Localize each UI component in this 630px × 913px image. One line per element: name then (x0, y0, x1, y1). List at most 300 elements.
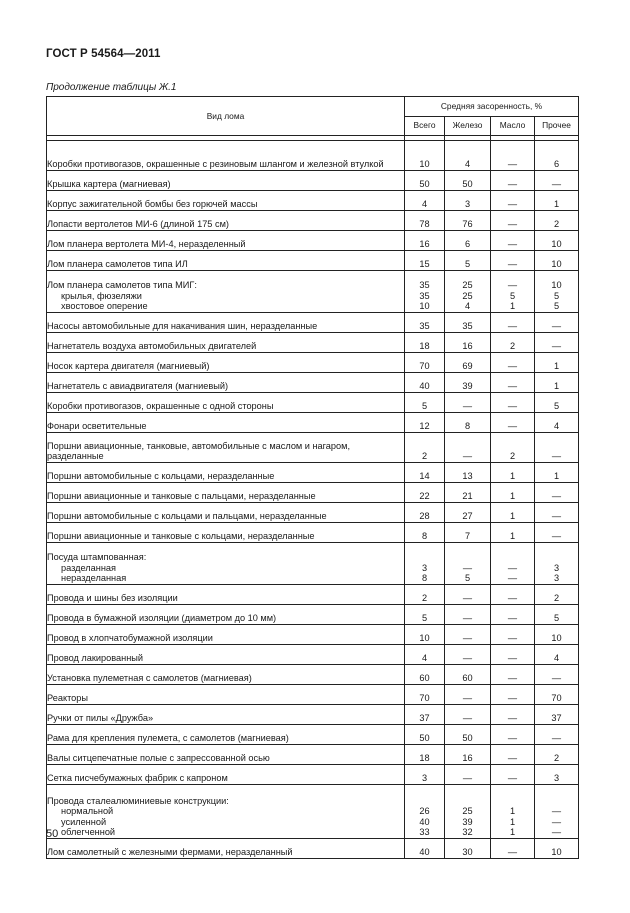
other-value-cell (535, 665, 579, 685)
other-value-cell (535, 645, 579, 665)
scrap-type-label: Лопасти вертолетов МИ-6 (длиной 175 см) (47, 219, 229, 230)
oil-value: 2 (509, 341, 516, 352)
other-value: 6 (553, 159, 560, 170)
oil-value-cell (491, 605, 535, 625)
other-value: 1 (553, 381, 560, 392)
scrap-type-label: Насосы автомобильные для накачивания шин, неразделанные (47, 321, 318, 332)
total-value-cell (405, 765, 445, 785)
iron-value: 39 (462, 381, 473, 392)
iron-value: 69 (462, 361, 473, 372)
other-value-cell (535, 705, 579, 725)
scrap-subtype-label: крылья, фюзеляжи (61, 290, 142, 301)
other-value-cell (535, 211, 579, 231)
oil-value-cell (491, 171, 535, 191)
iron-value: — (462, 562, 473, 573)
total-value: 3 (421, 773, 428, 784)
iron-value-cell (445, 231, 491, 251)
oil-value-cell (491, 503, 535, 523)
iron-value-cell (445, 665, 491, 685)
other-value-cell (535, 765, 579, 785)
table-row (47, 333, 579, 353)
scrap-type-cell (47, 745, 405, 765)
oil-value-cell (491, 191, 535, 211)
oil-value-cell (491, 463, 535, 483)
oil-value-cell (491, 483, 535, 503)
scrap-subtype-label: хвостовое оперение (61, 301, 148, 312)
iron-value: 50 (462, 733, 473, 744)
iron-value-cell (445, 141, 491, 171)
other-value: 3 (553, 773, 560, 784)
iron-value-cell (445, 625, 491, 645)
other-value: 3 (553, 562, 560, 573)
total-value-cell (405, 211, 445, 231)
oil-value: 1 (509, 301, 516, 312)
oil-value-cell (491, 745, 535, 765)
iron-value-cell (445, 503, 491, 523)
oil-value-cell (491, 373, 535, 393)
scrap-type-label: Лом самолетный с железными фермами, неразделанный (47, 847, 293, 858)
other-value-cell (535, 725, 579, 745)
header-other: Прочее (535, 116, 579, 136)
table-row (47, 585, 579, 605)
total-value: 37 (419, 713, 430, 724)
oil-value: — (507, 381, 518, 392)
other-value-cell (535, 191, 579, 211)
scrap-type-cell (47, 433, 405, 463)
total-value-cell (405, 839, 445, 859)
scrap-type-label: Поршни автомобильные с кольцами, неразделанные (47, 471, 275, 482)
table-row (47, 625, 579, 645)
table-row (47, 231, 579, 251)
scrap-type-cell (47, 373, 405, 393)
iron-value-cell (445, 171, 491, 191)
total-value-cell (405, 171, 445, 191)
iron-value-cell (445, 605, 491, 625)
oil-value: — (507, 401, 518, 412)
scrap-type-cell (47, 353, 405, 373)
table-row (47, 413, 579, 433)
iron-value: — (462, 773, 473, 784)
other-value (535, 796, 578, 807)
iron-value (445, 552, 490, 563)
total-value-cell (405, 605, 445, 625)
total-value: 18 (419, 341, 430, 352)
iron-value-cell (445, 745, 491, 765)
table-row (47, 665, 579, 685)
other-value: 5 (553, 290, 560, 301)
scrap-type-label: Провод лакированный (47, 653, 144, 664)
other-value: 5 (553, 401, 560, 412)
oil-value (491, 552, 534, 563)
oil-value: — (507, 219, 518, 230)
scrap-type-label: Провода в бумажной изоляции (диаметром до 10 мм) (47, 613, 277, 624)
scrap-type-label: Провода и шины без изоляции (47, 593, 178, 604)
iron-value-cell (445, 543, 491, 585)
iron-value-cell (445, 413, 491, 433)
total-value-cell (405, 393, 445, 413)
other-value: 1 (553, 199, 560, 210)
iron-value: 16 (462, 753, 473, 764)
total-value-cell (405, 433, 445, 463)
scrap-type-label: Рама для крепления пулемета, с самолетов (магниевая) (47, 733, 289, 744)
other-value: — (551, 511, 562, 522)
scrap-type-cell (47, 725, 405, 745)
total-value-cell (405, 483, 445, 503)
iron-value: — (462, 693, 473, 704)
other-value-cell (535, 785, 579, 839)
other-value-cell (535, 393, 579, 413)
oil-value: — (507, 713, 518, 724)
scrap-type-cell (47, 665, 405, 685)
iron-value-cell (445, 353, 491, 373)
oil-value-cell (491, 625, 535, 645)
oil-value: 1 (509, 827, 516, 838)
total-value-cell (405, 231, 445, 251)
header-total: Всего (405, 116, 445, 136)
other-value: 10 (551, 239, 562, 250)
other-value: 3 (553, 573, 560, 584)
oil-value: — (507, 421, 518, 432)
iron-value: — (462, 613, 473, 624)
total-value-cell (405, 251, 445, 271)
other-value-cell (535, 745, 579, 765)
iron-value-cell (445, 785, 491, 839)
oil-value-cell (491, 685, 535, 705)
other-value: 4 (553, 421, 560, 432)
total-value: 40 (419, 816, 430, 827)
total-value: 10 (419, 301, 430, 312)
header-scrap-type: Вид лома (47, 97, 405, 136)
other-value-cell (535, 433, 579, 463)
iron-value-cell (445, 393, 491, 413)
total-value-cell (405, 625, 445, 645)
total-value: 78 (419, 219, 430, 230)
scrap-subtype-label: разделанная (61, 562, 116, 573)
iron-value: 60 (462, 673, 473, 684)
iron-value: — (462, 633, 473, 644)
scrap-type-label: Валы ситцепечатные полые с запрессованной осью (47, 753, 270, 764)
oil-value: — (507, 753, 518, 764)
oil-value-cell (491, 705, 535, 725)
iron-value: 7 (464, 531, 471, 542)
iron-value: 4 (464, 159, 471, 170)
scrap-type-label: Сетка писчебумажных фабрик с капроном (47, 773, 228, 784)
other-value-cell (535, 625, 579, 645)
other-value-cell (535, 271, 579, 313)
total-value: 18 (419, 753, 430, 764)
iron-value: — (462, 451, 473, 462)
other-value: — (551, 827, 562, 838)
scrap-type-label: Поршни автомобильные с кольцами и пальцами, неразделанные (47, 511, 327, 522)
other-value: 10 (551, 280, 562, 291)
table-row (47, 191, 579, 211)
oil-value: 1 (509, 816, 516, 827)
total-value-cell (405, 141, 445, 171)
other-value-cell (535, 413, 579, 433)
iron-value-cell (445, 373, 491, 393)
total-value-cell (405, 745, 445, 765)
oil-value: — (507, 199, 518, 210)
header-average-contamination: Средняя засоренность, % (405, 97, 579, 117)
total-value-cell (405, 585, 445, 605)
oil-value-cell (491, 333, 535, 353)
oil-value: — (507, 280, 518, 291)
total-value: 5 (421, 613, 428, 624)
scrap-type-cell (47, 625, 405, 645)
oil-value-cell (491, 523, 535, 543)
oil-value: — (507, 361, 518, 372)
oil-value: — (507, 179, 518, 190)
total-value: 35 (419, 290, 430, 301)
scrap-type-label: Провод в хлопчатобумажной изоляции (47, 633, 213, 644)
other-value: 2 (553, 753, 560, 764)
iron-value-cell (445, 685, 491, 705)
iron-value-cell (445, 645, 491, 665)
table-row (47, 839, 579, 859)
iron-value: — (462, 713, 473, 724)
total-value: 40 (419, 847, 430, 858)
total-value: 5 (421, 401, 428, 412)
table-row (47, 251, 579, 271)
other-value: 10 (551, 259, 562, 270)
other-value: — (551, 816, 562, 827)
other-value: — (551, 451, 562, 462)
scrap-type-label: Лом планера вертолета МИ-4, неразделенный (47, 239, 246, 250)
table-row (47, 645, 579, 665)
scrap-type-label: Провода сталеалюминиевые конструкции: (47, 795, 229, 806)
total-value-cell (405, 523, 445, 543)
table-row (47, 353, 579, 373)
page-number: 50 (46, 828, 59, 840)
iron-value-cell (445, 765, 491, 785)
total-value: 50 (419, 733, 430, 744)
total-value-cell (405, 373, 445, 393)
oil-value-cell (491, 585, 535, 605)
other-value-cell (535, 333, 579, 353)
scrap-type-cell (47, 685, 405, 705)
oil-value: — (507, 693, 518, 704)
total-value-cell (405, 271, 445, 313)
iron-value: 8 (464, 421, 471, 432)
oil-value: — (507, 259, 518, 270)
iron-value: 25 (462, 806, 473, 817)
total-value-cell (405, 543, 445, 585)
iron-value: 30 (462, 847, 473, 858)
oil-value-cell (491, 271, 535, 313)
scrap-type-cell (47, 839, 405, 859)
total-value: 3 (421, 562, 428, 573)
total-value: 14 (419, 471, 430, 482)
total-value: 4 (421, 653, 428, 664)
scrap-type-cell (47, 211, 405, 231)
other-value: 5 (553, 301, 560, 312)
scrap-type-label: Лом планера самолетов типа МИГ: (47, 280, 197, 291)
scrap-type-cell (47, 333, 405, 353)
oil-value: 5 (509, 290, 516, 301)
scrap-type-cell (47, 503, 405, 523)
total-value: 8 (421, 573, 428, 584)
oil-value: — (507, 847, 518, 858)
other-value-cell (535, 605, 579, 625)
total-value (405, 552, 444, 563)
other-value: 10 (551, 633, 562, 644)
iron-value-cell (445, 483, 491, 503)
total-value: 22 (419, 491, 430, 502)
other-value-cell (535, 313, 579, 333)
header-iron: Железо (445, 116, 491, 136)
oil-value-cell (491, 433, 535, 463)
iron-value: — (462, 593, 473, 604)
total-value: 60 (419, 673, 430, 684)
oil-value-cell (491, 251, 535, 271)
iron-value: 27 (462, 511, 473, 522)
scrap-type-label: Ручки от пилы «Дружба» (47, 713, 154, 724)
scrap-subtype-label: нормальной (61, 806, 114, 817)
total-value-cell (405, 191, 445, 211)
total-value: 4 (421, 199, 428, 210)
iron-value-cell (445, 705, 491, 725)
other-value-cell (535, 251, 579, 271)
iron-value: 16 (462, 341, 473, 352)
oil-value: 1 (509, 806, 516, 817)
scrap-type-cell (47, 463, 405, 483)
total-value-cell (405, 353, 445, 373)
total-value: 15 (419, 259, 430, 270)
iron-value: 4 (464, 301, 471, 312)
scrap-type-label: Установка пулеметная с самолетов (магниевая) (47, 673, 252, 684)
table-row (47, 171, 579, 191)
scrap-type-label: Поршни авиационные и танковые с пальцами, неразделанные (47, 491, 316, 502)
total-value: 35 (419, 321, 430, 332)
total-value-cell (405, 313, 445, 333)
table-row (47, 785, 579, 839)
other-value-cell (535, 523, 579, 543)
oil-value: — (507, 733, 518, 744)
iron-value-cell (445, 839, 491, 859)
scrap-type-cell (47, 483, 405, 503)
iron-value-cell (445, 191, 491, 211)
other-value-cell (535, 685, 579, 705)
oil-value: — (507, 653, 518, 664)
other-value: — (551, 491, 562, 502)
iron-value: 5 (464, 573, 471, 584)
oil-value: — (507, 613, 518, 624)
iron-value: 32 (462, 827, 473, 838)
table-row (47, 685, 579, 705)
total-value-cell (405, 503, 445, 523)
table-row (47, 605, 579, 625)
iron-value: 35 (462, 321, 473, 332)
oil-value-cell (491, 141, 535, 171)
other-value: 5 (553, 613, 560, 624)
iron-value (445, 796, 490, 807)
other-value: — (551, 341, 562, 352)
scrap-type-cell (47, 543, 405, 585)
iron-value: 6 (464, 239, 471, 250)
iron-value: 21 (462, 491, 473, 502)
table-row (47, 271, 579, 313)
total-value-cell (405, 333, 445, 353)
scrap-type-label: Нагнетатель с авиадвигателя (магниевый) (47, 381, 229, 392)
total-value-cell (405, 665, 445, 685)
table-row (47, 765, 579, 785)
table-row (47, 483, 579, 503)
other-value (535, 552, 578, 563)
scrap-type-label: Посуда штампованная: (47, 552, 147, 563)
oil-value: 1 (509, 491, 516, 502)
iron-value-cell (445, 585, 491, 605)
total-value: 10 (419, 633, 430, 644)
iron-value-cell (445, 251, 491, 271)
other-value-cell (535, 463, 579, 483)
table-row (47, 463, 579, 483)
iron-value-cell (445, 433, 491, 463)
iron-value: 5 (464, 259, 471, 270)
total-value (405, 796, 444, 807)
table-row (47, 745, 579, 765)
oil-value: — (507, 633, 518, 644)
iron-value: 3 (464, 199, 471, 210)
iron-value-cell (445, 211, 491, 231)
oil-value-cell (491, 765, 535, 785)
oil-value: — (507, 593, 518, 604)
other-value: — (551, 179, 562, 190)
oil-value: — (507, 773, 518, 784)
other-value-cell (535, 839, 579, 859)
scrap-type-cell (47, 393, 405, 413)
table-row (47, 141, 579, 171)
scrap-type-cell (47, 413, 405, 433)
table-caption: Продолжение таблицы Ж.1 (46, 82, 177, 93)
other-value: — (551, 733, 562, 744)
scrap-type-cell (47, 313, 405, 333)
oil-value: — (507, 573, 518, 584)
other-value: 2 (553, 593, 560, 604)
scrap-type-label: Лом планера самолетов типа ИЛ (47, 259, 188, 270)
iron-value: — (462, 401, 473, 412)
scrap-type-cell (47, 765, 405, 785)
oil-value: — (507, 159, 518, 170)
total-value: 26 (419, 806, 430, 817)
other-value-cell (535, 141, 579, 171)
other-value: 1 (553, 471, 560, 482)
total-value: 2 (421, 593, 428, 604)
total-value: 40 (419, 381, 430, 392)
table-row (47, 393, 579, 413)
table-row (47, 543, 579, 585)
scrap-type-label: Носок картера двигателя (магниевый) (47, 361, 210, 372)
scrap-type-label: Поршни авиационные, танковые, автомобильные с маслом и нагаром, разделанные (47, 440, 351, 462)
total-value: 8 (421, 531, 428, 542)
scrap-type-cell (47, 705, 405, 725)
scrap-subtype-label: усиленной (61, 816, 107, 827)
scrap-type-label: Реакторы (47, 693, 88, 704)
total-value: 10 (419, 159, 430, 170)
oil-value: 1 (509, 531, 516, 542)
oil-value: 2 (509, 451, 516, 462)
iron-value-cell (445, 333, 491, 353)
total-value-cell (405, 725, 445, 745)
other-value: — (551, 531, 562, 542)
total-value: 2 (421, 451, 428, 462)
scrap-type-label: Корпус зажигательной бомбы без горючей массы (47, 199, 258, 210)
iron-value: 50 (462, 179, 473, 190)
table-row (47, 373, 579, 393)
oil-value-cell (491, 313, 535, 333)
total-value-cell (405, 645, 445, 665)
table-row (47, 705, 579, 725)
other-value: 4 (553, 653, 560, 664)
